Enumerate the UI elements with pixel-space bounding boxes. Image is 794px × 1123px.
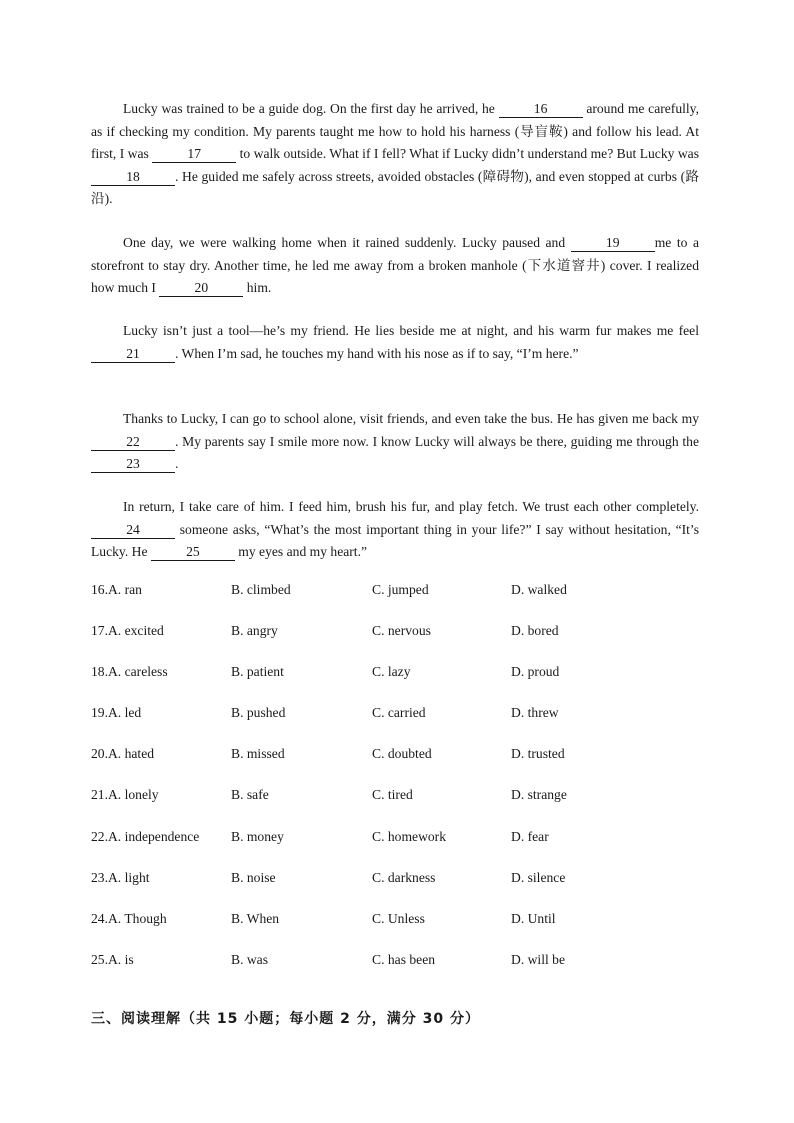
- option-a: 16.A. ran: [91, 582, 142, 597]
- option-c: C. Unless: [372, 910, 425, 926]
- option-a: 21.A. lonely: [91, 787, 159, 803]
- answer-blank: 22: [91, 434, 175, 451]
- question-row: [91, 664, 701, 705]
- option-a: 20.A. hated: [91, 746, 155, 762]
- question-row: [91, 952, 701, 993]
- question-row: [91, 911, 701, 952]
- question-row: [91, 582, 701, 623]
- passage-text: Lucky isn’t just a tool—he’s my friend. He lies beside me at night, and his warm fur makes me feel: [123, 323, 699, 338]
- answer-blank: 21: [91, 346, 175, 363]
- option-d: D. bored: [511, 623, 559, 639]
- question-row: [91, 870, 701, 911]
- option-a: 19.A. led: [91, 705, 142, 721]
- option-d: D. fear: [511, 828, 549, 844]
- option-c: C. jumped: [372, 582, 429, 597]
- option-b: B. was: [231, 951, 269, 967]
- option-b: B. missed: [231, 746, 285, 762]
- passage-text: Lucky was trained to be a guide dog. On the first day he arrived, he: [123, 101, 499, 116]
- option-b: B. safe: [231, 787, 269, 803]
- answer-blank: 18: [91, 169, 175, 186]
- answer-blank: 20: [159, 280, 243, 297]
- question-row: [91, 787, 701, 828]
- option-c: C. homework: [372, 828, 447, 844]
- passage-paragraph-4: [91, 408, 699, 476]
- answer-blank: 19: [571, 235, 655, 252]
- option-d: D. silence: [511, 869, 566, 885]
- option-a: 17.A. excited: [91, 623, 164, 639]
- option-b: B. When: [231, 910, 280, 926]
- question-row: [91, 829, 701, 870]
- option-a: 25.A. is: [91, 951, 134, 967]
- passage-text: . When I’m sad, he touches my hand with his nose as if to say, “I’m here.”: [175, 345, 579, 361]
- passage-text: In return, I take care of him. I feed him, brush his fur, and play fetch. We trust each other completely.: [123, 499, 699, 514]
- option-d: D. will be: [511, 951, 565, 967]
- passage-text: . My parents say I smile more now. I know Lucky will always be there, guiding me through the: [175, 433, 699, 449]
- passage-text: me to a storefront to stay dry. Another time, he led me away from a broken manhole (下水道窨井) cover. I realized how much I: [91, 235, 699, 295]
- option-a: 24.A. Though: [91, 910, 167, 926]
- section-heading: 三、阅读理解（共 15 小题；每小题 2 分，满分 30 分）: [91, 1011, 480, 1027]
- passage-text: .: [175, 456, 179, 471]
- question-row: [91, 746, 701, 787]
- option-a: 23.A. light: [91, 869, 150, 885]
- passage-text: One day, we were walking home when it rained suddenly. Lucky paused and: [123, 235, 571, 250]
- option-d: D. Until: [511, 910, 556, 926]
- passage-paragraph-5: [91, 496, 699, 564]
- passage-text: him.: [243, 280, 272, 295]
- answer-blank: 24: [91, 522, 175, 539]
- passage-text: my eyes and my heart.”: [234, 544, 368, 559]
- option-d: D. threw: [511, 705, 559, 721]
- option-c: C. carried: [372, 705, 426, 721]
- option-c: C. nervous: [372, 623, 431, 639]
- option-c: C. darkness: [372, 869, 436, 885]
- option-b: B. patient: [231, 664, 284, 680]
- passage-text: to walk outside. What if I fell? What if Lucky didn’t understand me? But Lucky was: [236, 146, 699, 161]
- question-row: [91, 705, 701, 746]
- passage-paragraph-2: [91, 232, 699, 300]
- option-c: C. lazy: [372, 664, 411, 680]
- option-d: D. trusted: [511, 746, 565, 762]
- option-d: D. strange: [511, 787, 567, 803]
- answer-blank: 23: [91, 456, 175, 473]
- option-a: 18.A. careless: [91, 664, 168, 680]
- option-d: D. proud: [511, 664, 560, 680]
- answer-blank: 25: [151, 544, 235, 561]
- option-b: B. pushed: [231, 705, 286, 721]
- option-b: B. angry: [231, 623, 278, 639]
- answer-blank: 17: [152, 146, 236, 163]
- option-b: B. climbed: [231, 582, 291, 597]
- answer-options: [91, 582, 701, 993]
- passage-text: . He guided me safely across streets, avoided obstacles (障碍物), and even stopped at curbs (路沿).: [91, 168, 699, 206]
- passage-text: someone asks, “What’s the most important thing in your life?” I say without hesitation, “It’s Lucky. He: [91, 521, 699, 559]
- passage-text: around me carefully, as if checking my condition. My parents taught me how to hold his harness (导盲鞍) and follow his lead. At first, I was: [91, 101, 699, 161]
- option-b: B. noise: [231, 869, 276, 885]
- answer-blank: 16: [499, 101, 583, 118]
- passage-paragraph-1: [91, 98, 699, 211]
- option-c: C. doubted: [372, 746, 432, 762]
- passage-text: Thanks to Lucky, I can go to school alone, visit friends, and even take the bus. He has given me back my: [123, 411, 699, 426]
- question-row: [91, 623, 701, 664]
- passage-paragraph-3: [91, 320, 699, 365]
- option-d: D. walked: [511, 582, 567, 597]
- option-c: C. has been: [372, 951, 436, 967]
- option-a: 22.A. independence: [91, 828, 200, 844]
- option-c: C. tired: [372, 787, 413, 803]
- option-b: B. money: [231, 828, 284, 844]
